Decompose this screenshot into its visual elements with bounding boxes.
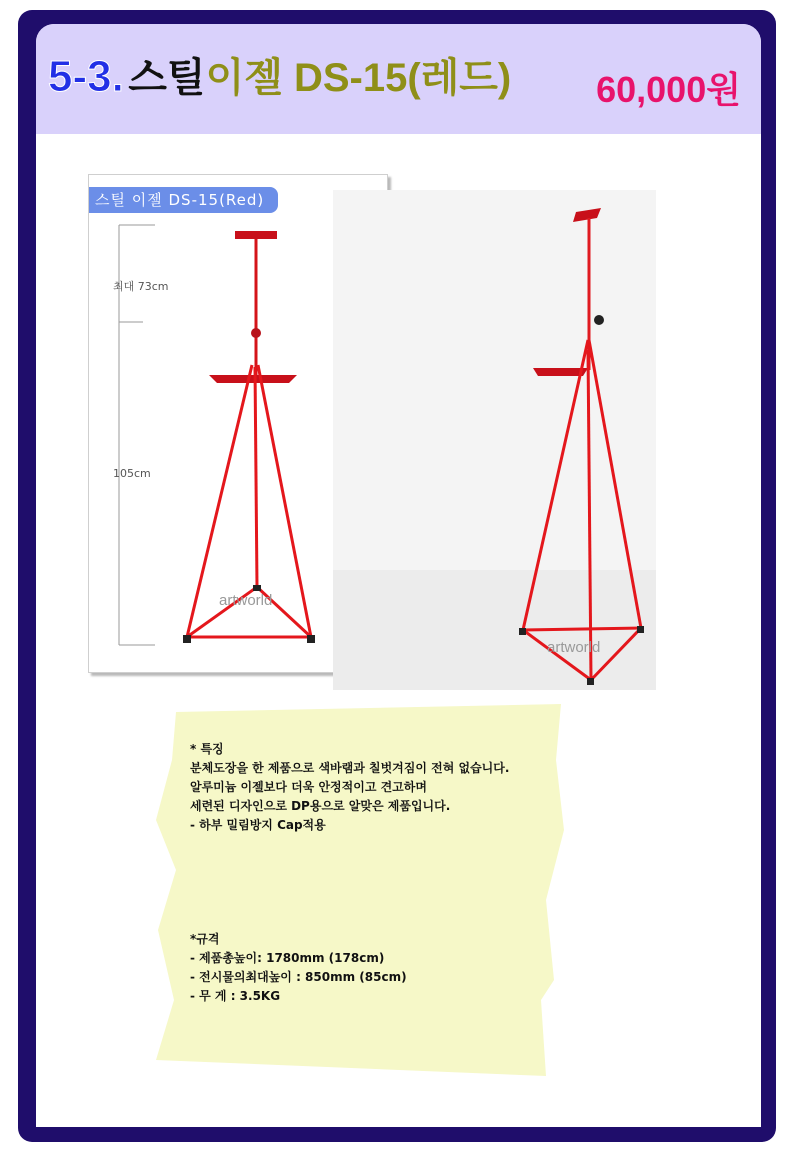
spec-line: - 제품총높이: 1780mm (178cm) bbox=[190, 951, 385, 965]
product-title bbox=[48, 42, 511, 112]
product-number: 5-3. bbox=[48, 52, 124, 101]
product-description bbox=[190, 740, 570, 1006]
feature-line: 세련된 디자인으로 DP용으로 알맞은 제품입니다. bbox=[190, 799, 451, 813]
spec-line: - 전시물의최대높이 : 850mm (85cm) bbox=[190, 970, 407, 984]
feature-line: 알루미늄 이젤보다 더욱 안정적이고 견고하며 bbox=[190, 780, 427, 794]
dimension-max-label: 최대 73cm bbox=[113, 280, 169, 293]
dimension-height-label: 105cm bbox=[113, 467, 151, 480]
easel-photo bbox=[333, 190, 656, 690]
spec-line: - 무 게 : 3.5KG bbox=[190, 989, 281, 1003]
photo2-watermark: artworld bbox=[547, 639, 601, 656]
photo1-watermark: artworld bbox=[219, 592, 273, 609]
feature-line: 분체도장을 한 제품으로 색바램과 칠벗겨짐이 전혀 없습니다. bbox=[190, 761, 510, 775]
product-price: 60,000원 bbox=[596, 69, 741, 110]
feature-line: - 하부 밀림방지 Cap적용 bbox=[190, 818, 326, 832]
specs-heading: *규격 bbox=[190, 932, 220, 946]
product-photo-tag: 스틸 이젤 DS-15(Red) bbox=[89, 187, 278, 213]
product-title-steel: 스틸 bbox=[128, 56, 206, 100]
product-header bbox=[36, 24, 761, 134]
features-heading: * 특징 bbox=[190, 742, 224, 756]
product-title-name: 이젤 DS-15(레드) bbox=[205, 56, 512, 100]
product-photo-angle bbox=[333, 190, 656, 690]
